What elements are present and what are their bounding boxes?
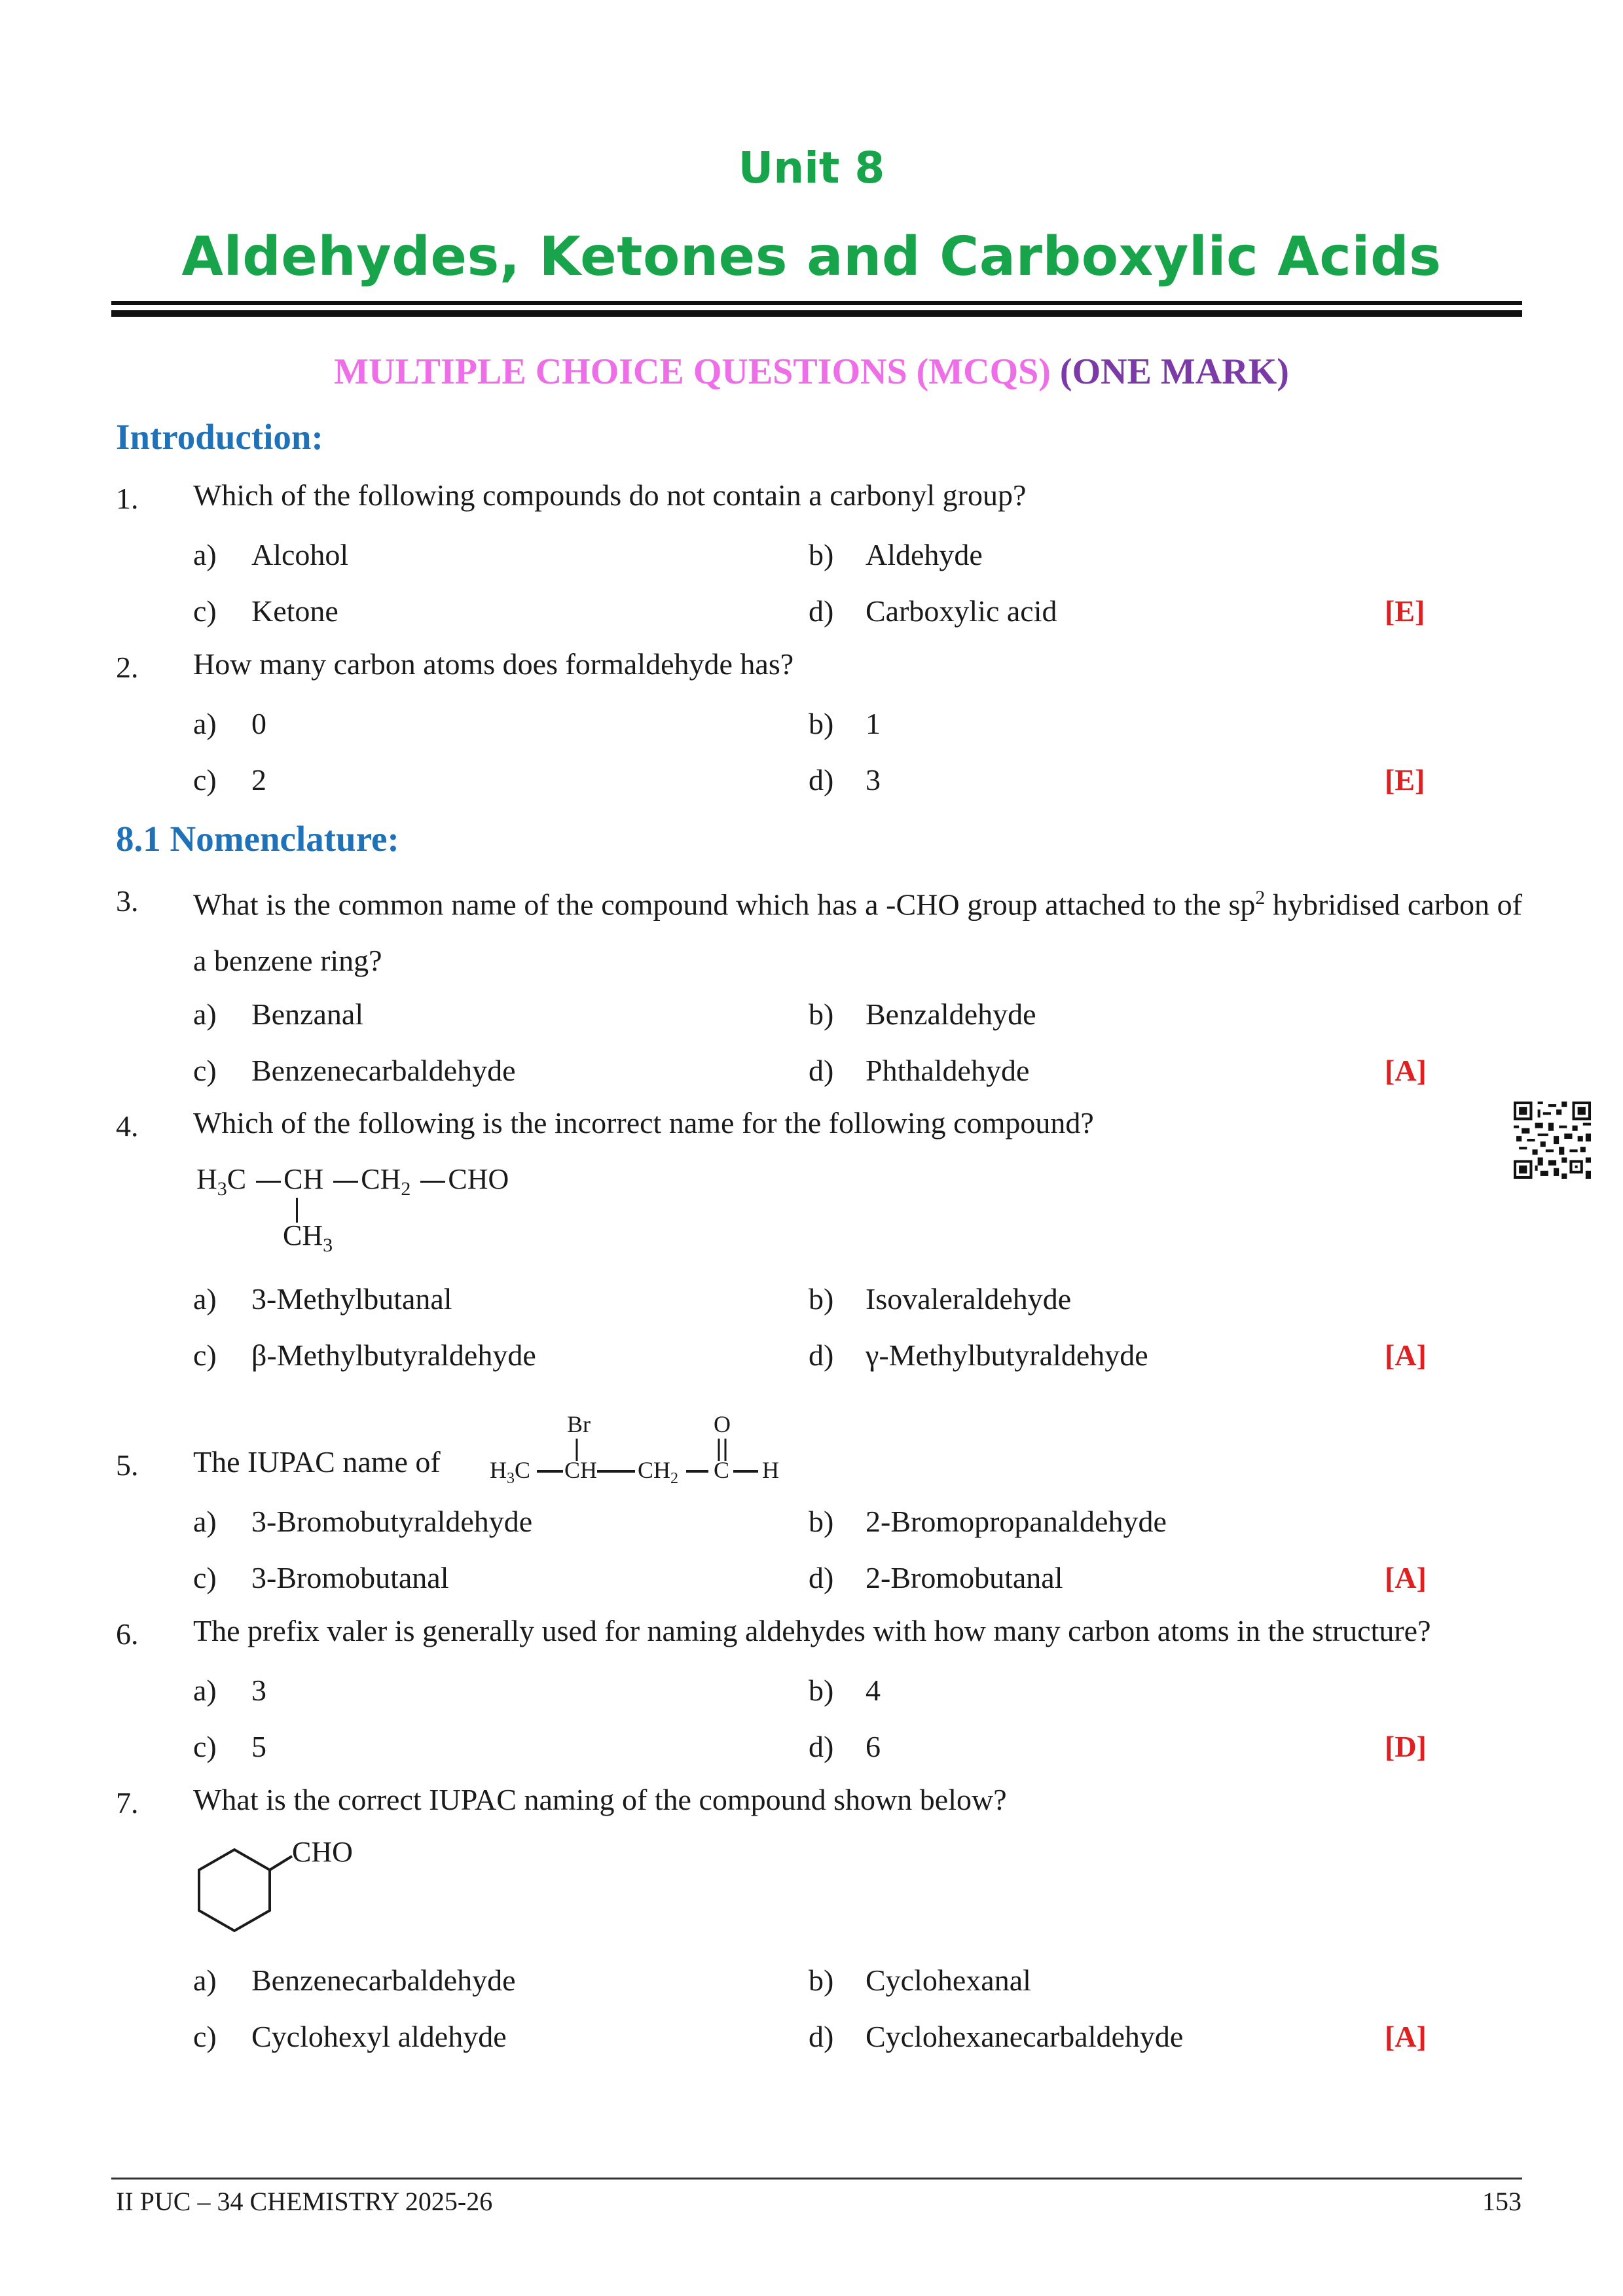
- question-number: 4.: [116, 1109, 139, 1143]
- question-text: The IUPAC name of: [193, 1445, 441, 1479]
- option-label: b): [809, 1964, 834, 1997]
- option-text: Cyclohexyl aldehyde: [251, 2020, 507, 2053]
- option-text: Alcohol: [251, 538, 349, 571]
- option-text: 0: [251, 707, 266, 740]
- section-nomenclature: 8.1 Nomenclature:: [116, 819, 399, 859]
- option-label: c): [193, 594, 217, 628]
- footer-divider: [111, 2178, 1522, 2179]
- question-number: 1.: [116, 482, 139, 515]
- option-text: Benzenecarbaldehyde: [251, 1054, 516, 1087]
- option-text: 3: [866, 763, 881, 797]
- option-label: b): [809, 1282, 834, 1316]
- atom-label: CH: [283, 1163, 324, 1195]
- q5-structure: [484, 1407, 799, 1492]
- question-number: 7.: [116, 1786, 139, 1820]
- title-divider-thick: [111, 310, 1522, 317]
- atom-label: CH: [361, 1163, 401, 1195]
- option-label: d): [809, 1561, 834, 1594]
- subscript: 3: [323, 1234, 333, 1256]
- mcq-heading: [0, 351, 1623, 393]
- option-label: c): [193, 1338, 217, 1372]
- option-text: Phthaldehyde: [866, 1054, 1030, 1087]
- answer-key: [A]: [1385, 2020, 1427, 2053]
- section-introduction: Introduction:: [116, 417, 323, 457]
- option-text: Aldehyde: [866, 538, 983, 571]
- title-divider-thin: [111, 301, 1522, 305]
- option-label: c): [193, 1730, 217, 1763]
- option-label: a): [193, 1674, 217, 1707]
- option-text: Carboxylic acid: [866, 594, 1057, 628]
- answer-key: [E]: [1385, 594, 1425, 628]
- option-label: b): [809, 1674, 834, 1707]
- option-label: d): [809, 1730, 834, 1763]
- option-text: 3-Bromobutanal: [251, 1561, 449, 1594]
- question-number: 5.: [116, 1448, 139, 1482]
- bond-line: [256, 1181, 281, 1183]
- question-text: Which of the following is the incorrect name for the following compound?: [193, 1106, 1094, 1139]
- question-text: How many carbon atoms does formaldehyde has?: [193, 647, 794, 681]
- bond-line: [333, 1181, 358, 1183]
- option-label: c): [193, 1561, 217, 1594]
- option-label: b): [809, 1505, 834, 1538]
- question-text: The prefix valer is generally used for naming aldehydes with how many carbon atoms in the structure?: [193, 1614, 1431, 1647]
- question-text: What is the correct IUPAC naming of the compound shown below?: [193, 1783, 1007, 1816]
- q4-structure-main-chain: [196, 1162, 509, 1200]
- answer-key: [A]: [1385, 1054, 1427, 1087]
- option-label: c): [193, 763, 217, 797]
- question-text: Which of the following compounds do not contain a carbonyl group?: [193, 478, 1027, 512]
- atom-label: $H_3C$: [490, 1457, 531, 1487]
- unit-label: Unit 8: [738, 143, 885, 193]
- answer-key: [A]: [1385, 1561, 1427, 1594]
- option-text: 2: [251, 763, 266, 797]
- answer-key: [A]: [1385, 1338, 1427, 1372]
- option-text: β-Methylbutyraldehyde: [251, 1338, 536, 1372]
- option-text: 6: [866, 1730, 881, 1763]
- option-label: b): [809, 707, 834, 740]
- answer-key: [D]: [1385, 1730, 1427, 1763]
- chapter-title: Aldehydes, Ketones and Carboxylic Acids: [181, 226, 1442, 288]
- subscript: 3: [217, 1177, 227, 1200]
- option-text: Benzenecarbaldehyde: [251, 1964, 516, 1997]
- atom-label: $CH_2$: [638, 1457, 679, 1487]
- option-text: 3-Bromobutyraldehyde: [251, 1505, 533, 1538]
- option-text: 3: [251, 1674, 266, 1707]
- option-label: d): [809, 1338, 834, 1372]
- cyclohexane-ring: [199, 1850, 270, 1931]
- answer-key: [E]: [1385, 763, 1425, 797]
- option-label: d): [809, 2020, 834, 2053]
- option-text: 2-Bromopropanaldehyde: [866, 1505, 1167, 1538]
- question-text: [193, 870, 1522, 989]
- option-text: Ketone: [251, 594, 338, 628]
- superscript: 2: [1255, 887, 1266, 908]
- atom-label: H: [762, 1457, 779, 1483]
- bond-line: [270, 1856, 292, 1870]
- option-label: d): [809, 1054, 834, 1087]
- option-text: 3-Methylbutanal: [251, 1282, 452, 1316]
- page-number: 153: [1482, 2187, 1522, 2216]
- option-text: 5: [251, 1730, 266, 1763]
- question-number: 3.: [116, 884, 139, 918]
- question-text-part: What is the common name of the compound which has a -CHO group attached to the sp: [193, 888, 1256, 922]
- option-label: a): [193, 1282, 217, 1316]
- option-label: a): [193, 707, 217, 740]
- q7-structure: [190, 1833, 380, 1944]
- option-text: Benzanal: [251, 997, 364, 1031]
- atom-label: CH: [564, 1457, 598, 1483]
- atom-label: H: [196, 1163, 217, 1195]
- bond-line: [420, 1181, 445, 1183]
- option-label: b): [809, 538, 834, 571]
- option-label: b): [809, 997, 834, 1031]
- atom-label: Br: [567, 1411, 591, 1437]
- atom-label: O: [714, 1411, 731, 1437]
- option-label: d): [809, 594, 834, 628]
- option-label: a): [193, 997, 217, 1031]
- question-number: 6.: [116, 1617, 139, 1651]
- mcq-heading-text: MULTIPLE CHOICE QUESTIONS (MCQS): [334, 351, 1051, 392]
- question-text-part: hybridised carbon of a benzene ring?: [193, 888, 1522, 978]
- option-text: Cyclohexanal: [866, 1964, 1031, 1997]
- atom-label: C: [714, 1457, 730, 1483]
- option-label: a): [193, 538, 217, 571]
- option-text: 4: [866, 1674, 881, 1707]
- atom-label: C: [227, 1163, 247, 1195]
- option-text: Cyclohexanecarbaldehyde: [866, 2020, 1184, 2053]
- option-label: a): [193, 1964, 217, 1997]
- option-text: Isovaleraldehyde: [866, 1282, 1072, 1316]
- option-label: d): [809, 763, 834, 797]
- option-text: Benzaldehyde: [866, 997, 1036, 1031]
- qr-code: [1514, 1102, 1591, 1179]
- option-text: γ-Methylbutyraldehyde: [866, 1338, 1148, 1372]
- option-label: a): [193, 1505, 217, 1538]
- atom-label: CHO: [448, 1163, 509, 1195]
- option-label: c): [193, 1054, 217, 1087]
- q4-structure-branch: [283, 1219, 333, 1257]
- option-text: 1: [866, 707, 881, 740]
- subscript: 2: [401, 1177, 411, 1200]
- option-text: 2-Bromobutanal: [866, 1561, 1063, 1594]
- question-number: 2.: [116, 651, 139, 684]
- mcq-mark-text: (ONE MARK): [1059, 351, 1289, 392]
- option-label: c): [193, 2020, 217, 2053]
- atom-label: CH: [283, 1219, 323, 1251]
- footer-course: II PUC – 34 CHEMISTRY 2025-26: [116, 2187, 493, 2216]
- atom-label: CHO: [292, 1836, 353, 1868]
